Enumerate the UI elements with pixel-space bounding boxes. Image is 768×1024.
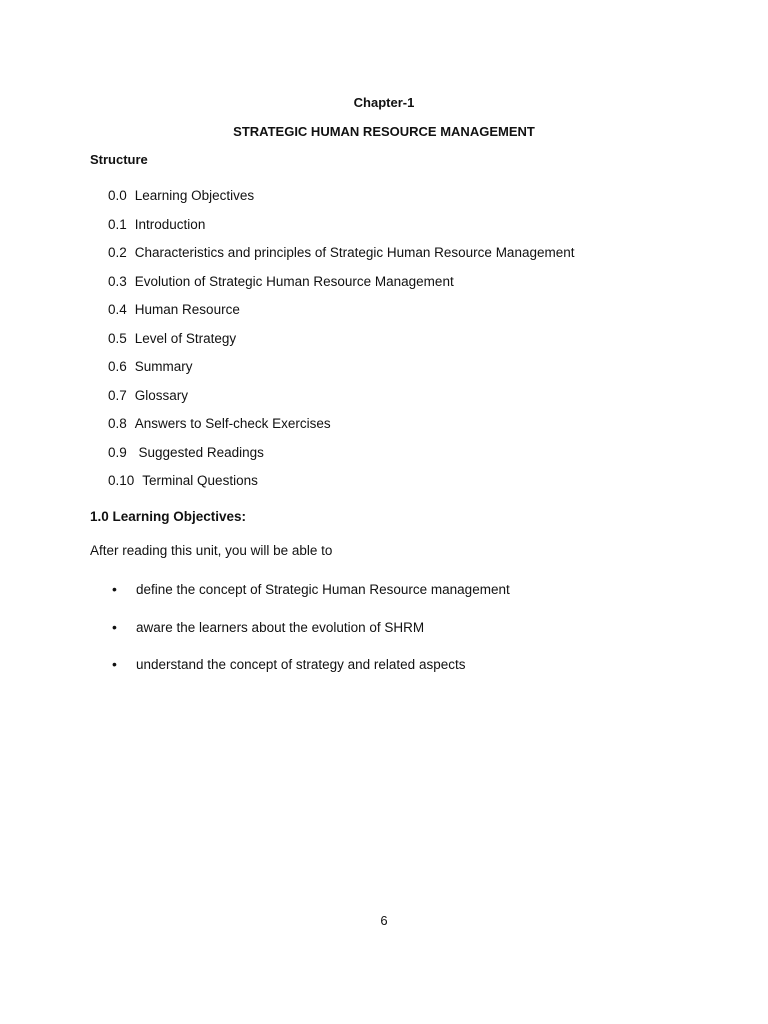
structure-item-number: 0.0 bbox=[108, 188, 127, 203]
structure-item-label: Human Resource bbox=[134, 302, 240, 317]
structure-item bbox=[108, 386, 575, 415]
structure-item bbox=[108, 272, 575, 301]
structure-item-label: Terminal Questions bbox=[142, 473, 258, 488]
structure-item-number: 0.3 bbox=[108, 273, 127, 289]
structure-item-number: 0.2 bbox=[108, 245, 127, 260]
structure-item-label: Introduction bbox=[134, 216, 206, 232]
objective-item bbox=[112, 655, 510, 693]
structure-item-number: 0.9 bbox=[108, 444, 127, 460]
bullet-icon: • bbox=[112, 581, 117, 597]
structure-item bbox=[108, 186, 575, 215]
objective-item bbox=[112, 580, 510, 618]
objective-text: aware the learners about the evolution of SHRM bbox=[136, 619, 425, 635]
structure-item-label: Learning Objectives bbox=[134, 188, 255, 203]
structure-item bbox=[108, 471, 575, 500]
structure-item-label: Suggested Readings bbox=[134, 444, 264, 460]
structure-item bbox=[108, 300, 575, 329]
structure-item-number: 0.4 bbox=[108, 302, 127, 317]
chapter-label: Chapter-1 bbox=[353, 95, 415, 110]
structure-item-label: Characteristics and principles of Strategic Human Resource Management bbox=[134, 245, 575, 260]
structure-item bbox=[108, 215, 575, 244]
structure-item-label: Summary bbox=[134, 359, 193, 374]
structure-item-number: 0.8 bbox=[108, 416, 127, 431]
bullet-icon: • bbox=[112, 656, 117, 672]
structure-item-label: Level of Strategy bbox=[134, 330, 237, 346]
objective-item bbox=[112, 618, 510, 656]
structure-item-label: Answers to Self-check Exercises bbox=[134, 416, 331, 431]
structure-item-label: Glossary bbox=[134, 387, 189, 403]
objective-text: define the concept of Strategic Human Resource management bbox=[136, 582, 510, 597]
structure-item bbox=[108, 329, 575, 358]
chapter-title: STRATEGIC HUMAN RESOURCE MANAGEMENT bbox=[233, 124, 535, 139]
structure-list bbox=[108, 186, 575, 500]
objective-text: understand the concept of strategy and related aspects bbox=[136, 657, 466, 672]
structure-item-number: 0.10 bbox=[108, 473, 135, 488]
structure-item-number: 0.1 bbox=[108, 216, 127, 232]
objectives-list bbox=[112, 580, 510, 693]
structure-item bbox=[108, 243, 575, 272]
structure-item bbox=[108, 357, 575, 386]
objectives-intro-text: After reading this unit, you will be able to bbox=[90, 543, 333, 558]
structure-item-number: 0.7 bbox=[108, 387, 127, 403]
learning-objectives-heading: 1.0 Learning Objectives: bbox=[90, 509, 247, 524]
structure-item bbox=[108, 414, 575, 443]
structure-item-number: 0.5 bbox=[108, 330, 127, 346]
bullet-icon: • bbox=[112, 618, 117, 635]
structure-item-label: Evolution of Strategic Human Resource Management bbox=[134, 273, 454, 289]
structure-item bbox=[108, 443, 575, 472]
structure-heading: Structure bbox=[90, 152, 148, 167]
structure-item-number: 0.6 bbox=[108, 359, 127, 374]
page-number: 6 bbox=[380, 913, 388, 928]
